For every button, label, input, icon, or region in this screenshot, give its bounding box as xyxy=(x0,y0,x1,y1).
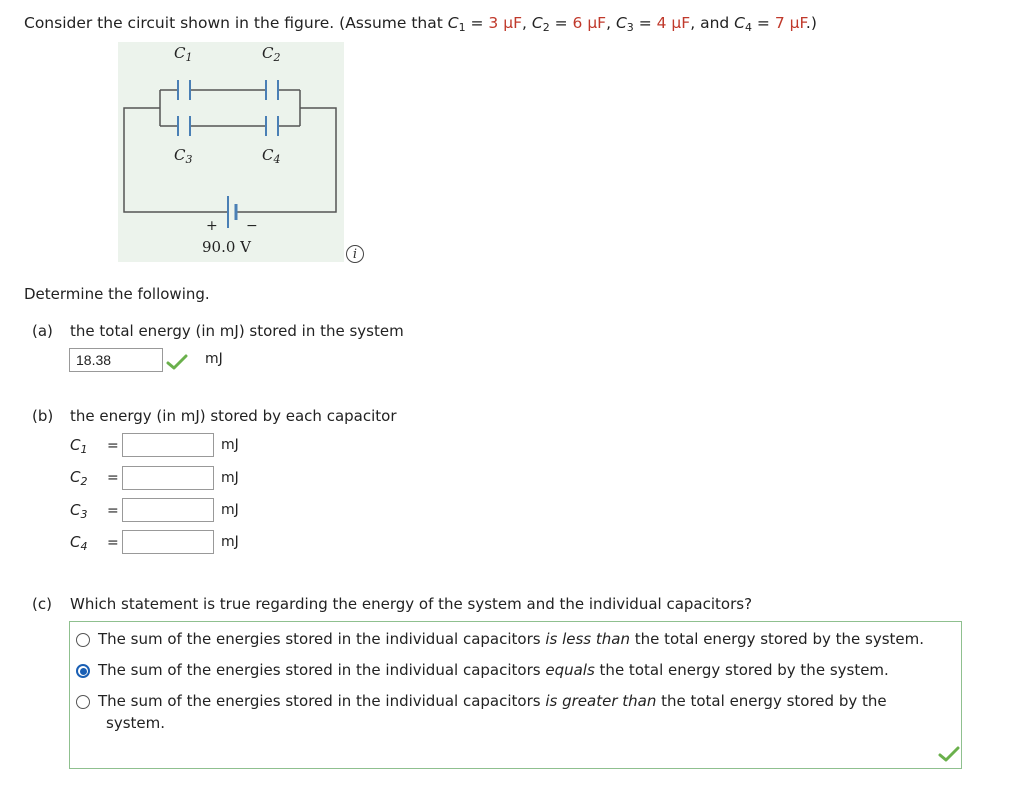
c1-label: $C_1$ xyxy=(70,436,88,456)
c4-label: $C_4$ xyxy=(70,533,88,553)
c3-energy-input[interactable] xyxy=(122,498,214,522)
c3-equals: = xyxy=(107,503,119,519)
c2-equals: = xyxy=(107,470,119,486)
choice-1-text[interactable]: The sum of the energies stored in the individual capacitors is less than the total energy stored by the system. xyxy=(98,630,925,648)
c1-unit: mJ xyxy=(221,437,239,453)
label-c1: $C_1$ xyxy=(174,44,193,64)
label-c3: $C_3$ xyxy=(174,146,193,166)
c4-unit: mJ xyxy=(221,534,239,550)
capacitor-plates xyxy=(178,80,278,136)
choice-3-radio[interactable] xyxy=(76,695,90,709)
c3-unit: mJ xyxy=(221,502,239,518)
part-c-question: Which statement is true regarding the energy of the system and the individual capacitors? xyxy=(70,595,753,613)
choice-1-radio[interactable] xyxy=(76,633,90,647)
c4-energy-input[interactable] xyxy=(122,530,214,554)
check-icon xyxy=(166,354,188,370)
c2-unit: mJ xyxy=(221,470,239,486)
c2-label: $C_2$ xyxy=(70,468,88,488)
part-a-question: the total energy (in mJ) stored in the system xyxy=(70,322,404,340)
battery-minus-label: − xyxy=(246,218,258,234)
instructions: Determine the following. xyxy=(24,285,210,303)
part-c-label: (c) xyxy=(32,595,52,613)
c2-energy-input[interactable] xyxy=(122,466,214,490)
c3-label: $C_3$ xyxy=(70,501,88,521)
c1-equals: = xyxy=(107,438,119,454)
part-b-question: the energy (in mJ) stored by each capacitor xyxy=(70,407,397,425)
choice-3-text[interactable]: The sum of the energies stored in the individual capacitors is greater than the total energy stored by the xyxy=(98,692,887,710)
problem-statement: Consider the circuit shown in the figure. (Assume that $C_1 = 3$ μF, $C_2 = 6$ μF, $C_3 = 4$ μF, and $C_4 = 7$ μF.) xyxy=(24,14,817,34)
part-a-answer-input[interactable] xyxy=(69,348,163,372)
voltage-label: 90.0 V xyxy=(202,238,251,256)
c1-energy-input[interactable] xyxy=(122,433,214,457)
circuit-figure xyxy=(118,42,344,262)
choice-2-text[interactable]: The sum of the energies stored in the individual capacitors equals the total energy stored by the system. xyxy=(98,661,889,679)
label-c4: $C_4$ xyxy=(262,146,281,166)
choices-box xyxy=(69,621,962,769)
choice-2-radio[interactable] xyxy=(76,664,90,678)
info-icon[interactable]: i xyxy=(346,245,364,263)
choice-3-text-continued[interactable]: system. xyxy=(106,714,165,732)
label-c2: $C_2$ xyxy=(262,44,281,64)
battery-plus-label: + xyxy=(206,218,218,234)
c4-equals: = xyxy=(107,535,119,551)
check-icon xyxy=(938,746,960,762)
circuit-diagram xyxy=(118,42,344,262)
part-a-unit: mJ xyxy=(205,351,223,367)
part-b-label: (b) xyxy=(32,407,54,425)
part-a-label: (a) xyxy=(32,322,53,340)
battery xyxy=(228,196,236,228)
